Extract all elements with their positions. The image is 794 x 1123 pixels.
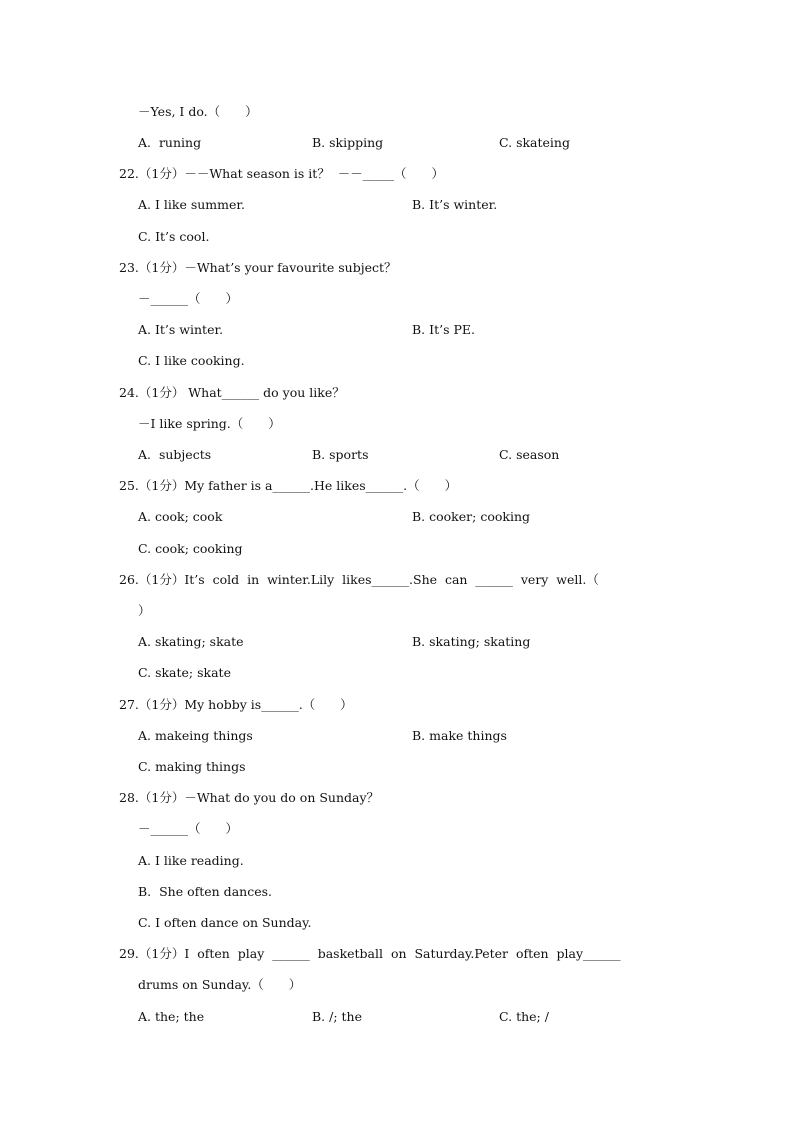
q22-stem: 22.（1分）－－What season is it？ －－_____（ ） <box>119 166 445 181</box>
q23-option-b: B. It’s PE. <box>412 322 475 337</box>
q29-option-a: A. the; the <box>138 1009 205 1024</box>
q25-option-a: A. cook; cook <box>138 509 223 524</box>
q26-stem: 26.（1分）It’s cold in winter.Lily likes______.She can ______ very well.（ <box>119 572 599 587</box>
q22-option-b: B. It’s winter. <box>412 197 498 212</box>
q23-stem: 23.（1分）－What’s your favourite subject？ <box>119 260 397 275</box>
q27-option-b: B. make things <box>412 728 507 743</box>
q22-option-c: C. It’s cool. <box>138 229 210 244</box>
q25-option-c: C. cook; cooking <box>138 541 243 556</box>
q24-stem: 24.（1分） What______ do you like？ <box>119 385 345 400</box>
q24-option-a: A. subjects <box>138 447 212 462</box>
q23-answer-line: －______（ ） <box>138 291 239 306</box>
q27-option-c: C. making things <box>138 759 246 774</box>
q28-option-a: A. I like reading. <box>138 853 244 868</box>
q23-option-c: C. I like cooking. <box>138 353 245 368</box>
q21-option-c: C. skateing <box>499 135 570 150</box>
q22-option-a: A. I like summer. <box>138 197 245 212</box>
q25-stem: 25.（1分）My father is a______.He likes______.（ ） <box>119 478 458 493</box>
q24-answer-line: －I like spring.（ ） <box>138 416 281 431</box>
q29-stem-continued: drums on Sunday.（ ） <box>138 977 302 992</box>
q21-option-b: B. skipping <box>312 135 384 150</box>
q27-option-a: A. makeing things <box>138 728 253 743</box>
q28-option-b: B. She often dances. <box>138 884 272 899</box>
q26-option-b: B. skating; skating <box>412 634 531 649</box>
q26-option-a: A. skating; skate <box>138 634 244 649</box>
q27-stem: 27.（1分）My hobby is______.（ ） <box>119 697 353 712</box>
q23-option-a: A. It’s winter. <box>138 322 224 337</box>
q21-option-a: A. runing <box>138 135 202 150</box>
q28-answer-line: －______（ ） <box>138 821 239 836</box>
q29-option-c: C. the; / <box>499 1009 549 1024</box>
q26-stem-continued: ） <box>138 603 151 618</box>
q26-option-c: C. skate; skate <box>138 665 231 680</box>
q28-stem: 28.（1分）－What do you do on Sunday？ <box>119 790 380 805</box>
q24-option-c: C. season <box>499 447 560 462</box>
q28-option-c: C. I often dance on Sunday. <box>138 915 312 930</box>
q29-option-b: B. /; the <box>312 1009 362 1024</box>
q24-option-b: B. sports <box>312 447 369 462</box>
q25-option-b: B. cooker; cooking <box>412 509 530 524</box>
q29-stem: 29.（1分）I often play ______ basketball on Saturday.Peter often play______ <box>119 946 621 961</box>
q21-answer-line: －Yes, I do.（ ） <box>138 104 258 119</box>
